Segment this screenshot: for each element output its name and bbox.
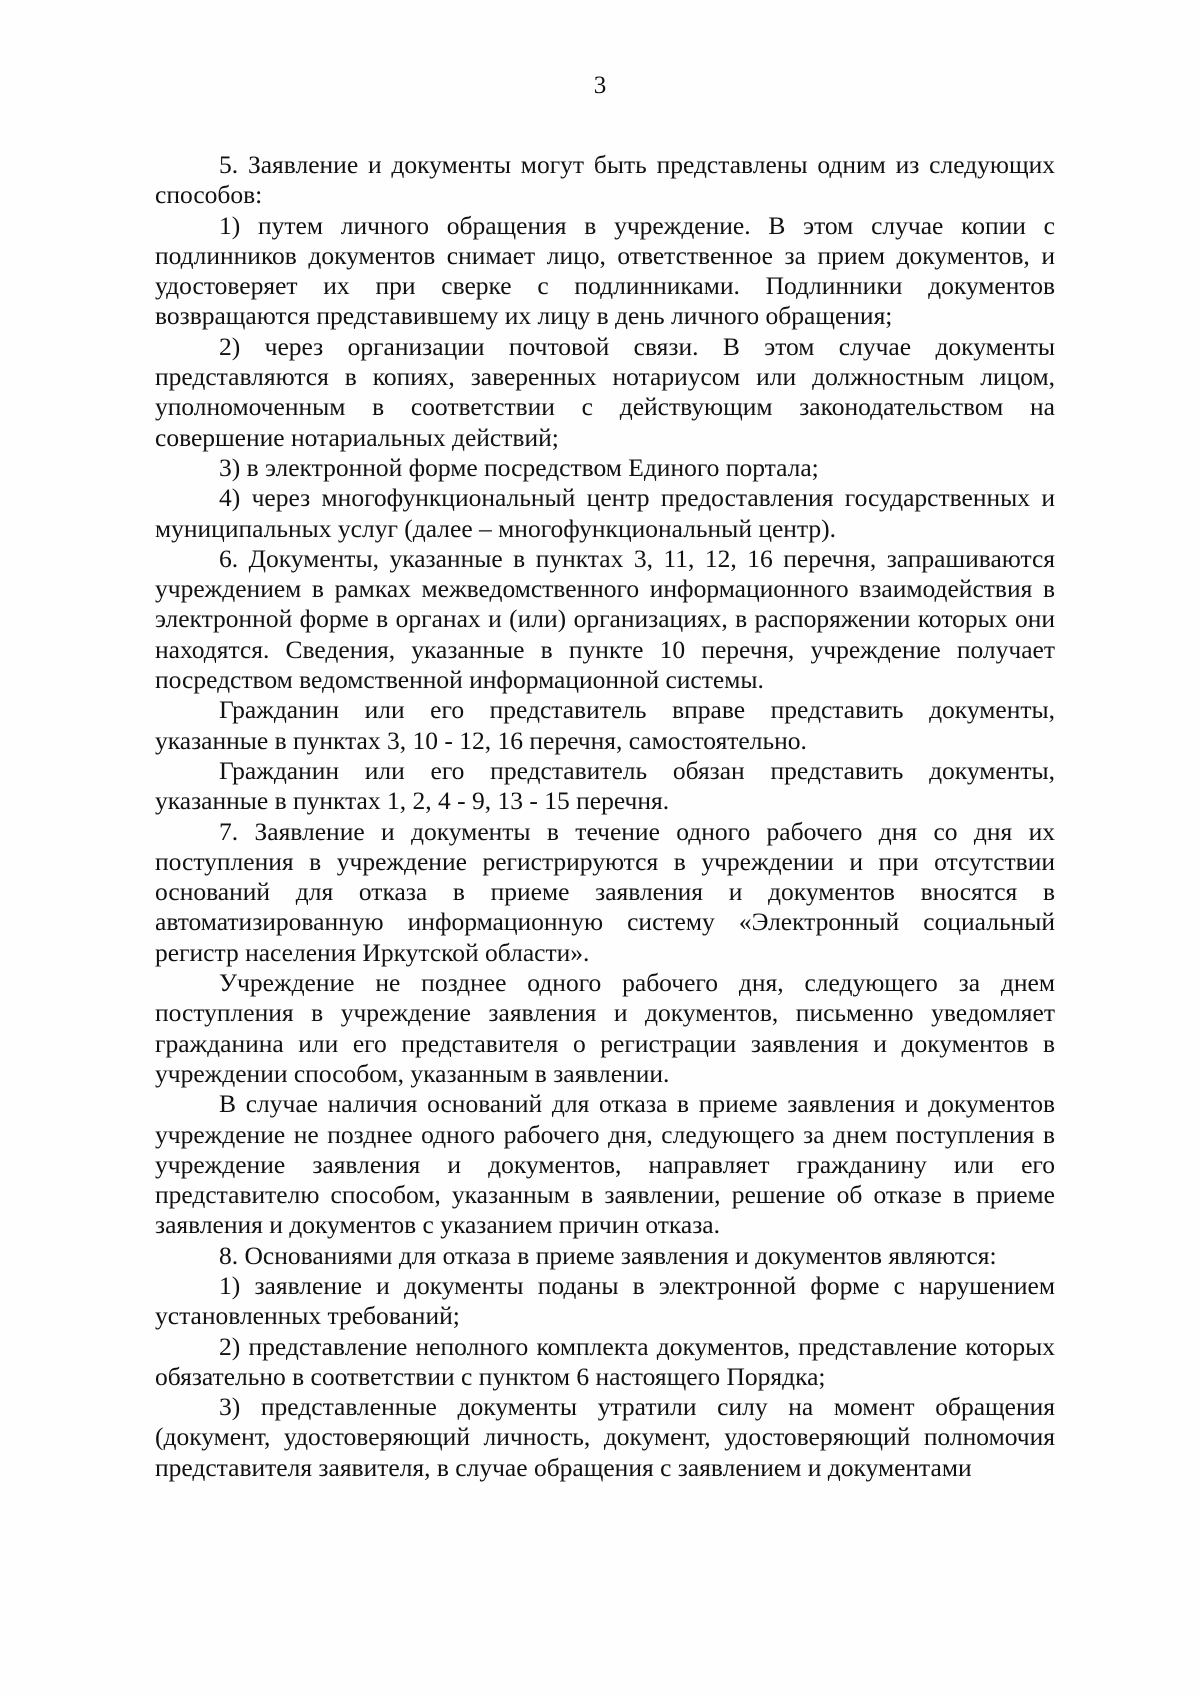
page-number: 3 [593, 72, 607, 99]
paragraph: 3) в электронной форме посредством Единого портала; [219, 452, 819, 482]
paragraph: В случае наличия оснований для отказа в приеме заявления и документов учреждение не позднее одного рабочего дня, следующего за днем поступления в учреждение заявления и документов, направляет гражданину или его представителю способом, указанным в заявлении, решение об отказе в приеме заявления и документов с указанием причин отказа. [155, 1089, 1055, 1240]
paragraph: 7. Заявление и документы в течение одного рабочего дня со дня их поступления в учреждение регистрируются в учреждении и при отсутствии оснований для отказа в приеме заявления и документов вносятся в автоматизированную информационную систему «Электронный социальный регистр населения Иркутской области». [155, 816, 1055, 967]
paragraph: 3) представленные документы утратили силу на момент обращения (документ, удостоверяющий личность, документ, удостоверяющий полномочия представителя заявителя, в случае обращения с заявлением и документами [155, 1392, 1055, 1482]
paragraph: 8. Основаниями для отказа в приеме заявления и документов являются: [219, 1240, 997, 1270]
paragraph: 2) через организации почтовой связи. В этом случае документы представляются в копиях, заверенных нотариусом или должностным лицом, уполномоченным в соответствии с действующим законодательством на совершение нотариальных действий; [155, 331, 1055, 452]
paragraph: 1) заявление и документы поданы в электронной форме с нарушением установленных требований; [155, 1270, 1055, 1331]
document-body [155, 150, 1055, 1483]
paragraph: 6. Документы, указанные в пунктах 3, 11, 12, 16 перечня, запрашиваются учреждением в рамках межведомственного информационного взаимодействия в электронной форме в органах и (или) организациях, в распоряжении которых они находятся. Сведения, указанные в пункте 10 перечня, учреждение получает посредством ведомственной информационной системы. [155, 543, 1055, 695]
paragraph: Гражданин или его представитель обязан представить документы, указанные в пунктах 1, 2, 4 - 9, 13 - 15 перечня. [155, 755, 1055, 816]
paragraph: Гражданин или его представитель вправе представить документы, указанные в пунктах 3, 10 - 12, 16 перечня, самостоятельно. [155, 695, 1055, 755]
paragraph: Учреждение не позднее одного рабочего дня, следующего за днем поступления в учреждение заявления и документов, письменно уведомляет гражданина или его представителя о регистрации заявления и документов в учреждении способом, указанным в заявлении. [155, 968, 1055, 1088]
paragraph: 1) путем личного обращения в учреждение. В этом случае копии с подлинников документов снимает лицо, ответственное за прием документов, и удостоверяет их при сверке с подлинниками. Подлинники документов возвращаются представившему их лицу в день личного обращения; [155, 210, 1055, 331]
paragraph: 4) через многофункциональный центр предоставления государственных и муниципальных услуг (далее – многофункциональный центр). [155, 483, 1055, 543]
paragraph: 5. Заявление и документы могут быть представлены одним из следующих способов: [155, 150, 1055, 210]
paragraph: 2) представление неполного комплекта документов, представление которых обязательно в соответствии с пунктом 6 настоящего Порядка; [155, 1331, 1055, 1391]
